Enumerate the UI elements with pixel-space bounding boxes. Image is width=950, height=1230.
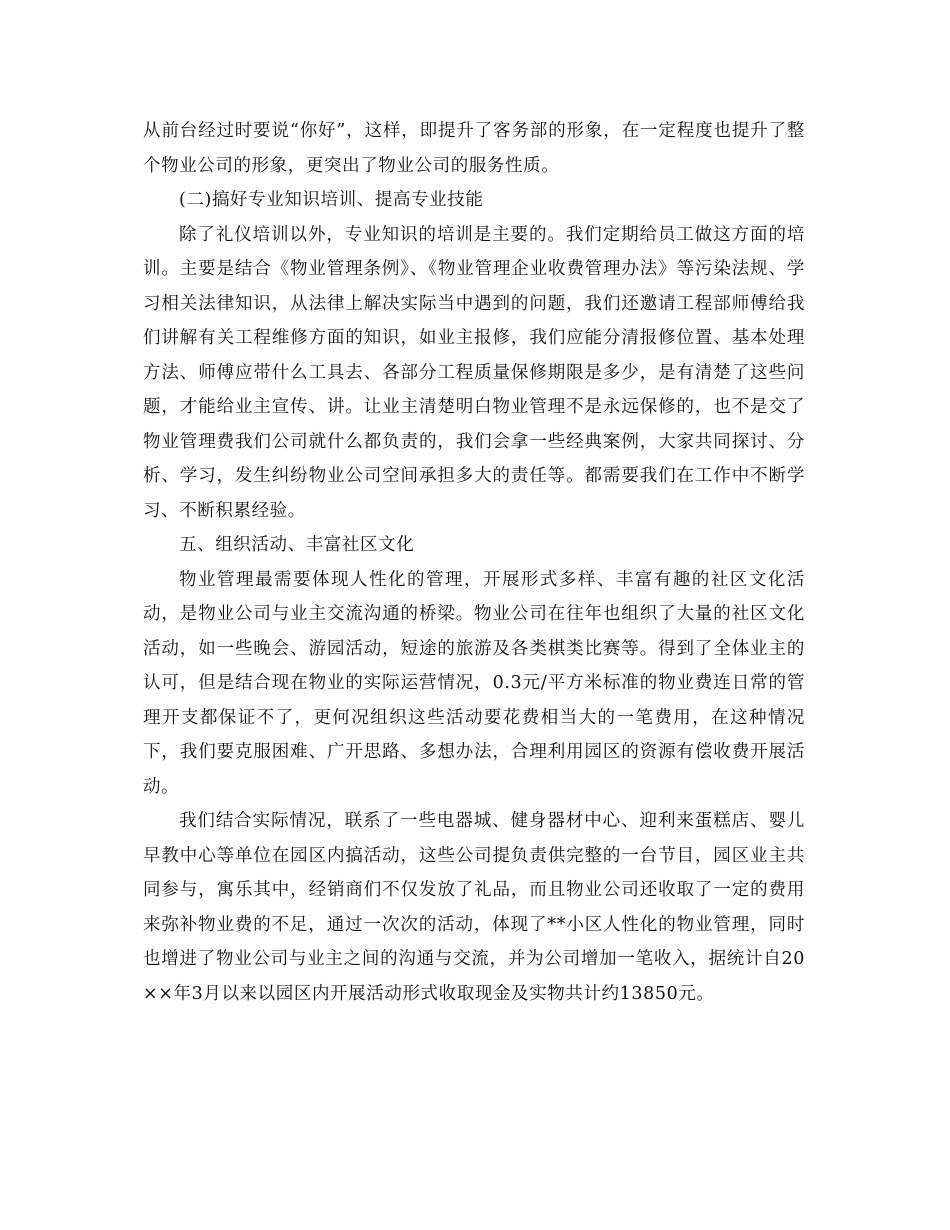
- section-heading-professional-training: (二)搞好专业知识培训、提高专业技能: [179, 190, 484, 210]
- paragraph-community-activities: 物业管理最需要体现人性化的管理，开展形式多样、丰富有趣的社区文化活动，是物业公司与业主交流沟通的桥梁。物业公司在往年也组织了大量的社区文化活动，如一些晚会、游园活动，短途的旅游及各类棋类比赛等。得到了全体业主的认可，但是结合现在物业的实际运营情况，0.3元/平方米标准的物业费连日常的管理开支都保证不了，更何况组织这些活动要花费相当大的一笔费用，在这种情况下，我们要克服困难、广开思路、多想办法，合理利用园区的资源有偿收费开展活动。: [143, 569, 805, 797]
- section-heading-community-culture: 五、组织活动、丰富社区文化: [179, 535, 415, 555]
- paragraph-continuation: 从前台经过时要说“你好”，这样，即提升了客务部的形象，在一定程度也提升了整个物业公司的形象，更突出了物业公司的服务性质。: [143, 121, 805, 176]
- paragraph-activity-results: 我们结合实际情况，联系了一些电器城、健身器材中心、迎利来蛋糕店、婴儿早教中心等单位在园区内搞活动，这些公司提负责供完整的一台节目，园区业主共同参与，寓乐其中，经销商们不仅发放了礼品，而且物业公司还收取了一定的费用来弥补物业费的不足，通过一次次的活动，体现了**小区人性化的物业管理，同时也增进了物业公司与业主之间的沟通与交流，并为公司增加一笔收入，据统计自20××年3月以来以园区内开展活动形式收取现金及实物共计约13850元。: [143, 811, 805, 1004]
- document-body: [143, 114, 805, 1011]
- paragraph-professional-training: 除了礼仪培训以外，专业知识的培训是主要的。我们定期给员工做这方面的培训。主要是结合《物业管理条例》、《物业管理企业收费管理办法》等污染法规、学习相关法律知识，从法律上解决实际当中遇到的问题，我们还邀请工程部师傅给我们讲解有关工程维修方面的知识，如业主报修，我们应能分清报修位置、基本处理方法、师傅应带什么工具去、各部分工程质量保修期限是多少，是有清楚了这些问题，才能给业主宣传、讲。让业主清楚明白物业管理不是永远保修的，也不是交了物业管理费我们公司就什么都负责的，我们会拿一些经典案例，大家共同探讨、分析、学习，发生纠纷物业公司空间承担多大的责任等。都需要我们在工作中不断学习、不断积累经验。: [143, 224, 805, 521]
